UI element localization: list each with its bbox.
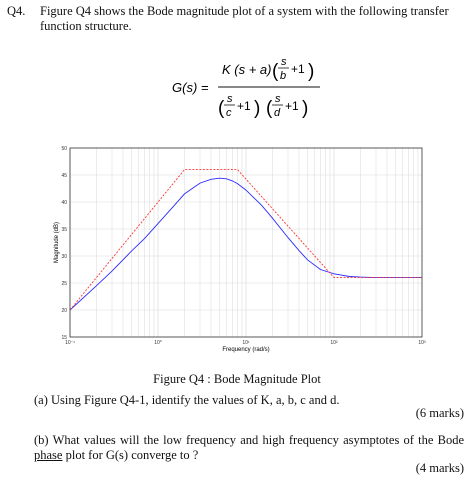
tf-lhs: G(s) =	[172, 80, 209, 95]
tf-den1-frac-bottom: c	[226, 107, 232, 119]
tf-num-frac-top: s	[281, 56, 287, 68]
tf-den2-paren-close: )	[302, 98, 309, 119]
x-tick-label: 10³	[418, 340, 426, 346]
chart-grid	[70, 148, 422, 337]
y-tick-label: 35	[61, 227, 67, 233]
tf-paren-open: (	[272, 61, 279, 82]
part-a-marks: (6 marks)	[415, 406, 464, 420]
part-b-label: (b)	[34, 433, 49, 447]
x-axis-label: Frequency (rad/s)	[222, 347, 270, 353]
tf-den1-frac-top: s	[227, 93, 233, 105]
x-tick-label: 10²	[330, 340, 338, 346]
x-tick-label: 10⁻¹	[65, 340, 75, 346]
tf-num-frac-bottom: b	[280, 70, 287, 82]
tf-numerator-prefix: K (s + a)	[222, 62, 272, 77]
y-tick-label: 25	[61, 281, 67, 287]
x-tick-label: 10⁰	[154, 340, 162, 346]
tf-den2-frac-top: s	[275, 93, 281, 105]
tf-num-plus-one: +1	[291, 62, 305, 76]
question-text: Figure Q4 shows the Bode magnitude plot of a system with the following transfer function structure.	[40, 4, 449, 33]
y-tick-label: 15	[61, 335, 67, 341]
y-tick-label: 30	[61, 254, 67, 260]
figure-caption: Figure Q4 : Bode Magnitude Plot	[153, 372, 321, 386]
part-b-marks: (4 marks)	[415, 461, 464, 475]
bode-magnitude-chart	[50, 142, 430, 360]
part-b	[34, 433, 464, 463]
part-a-text: Using Figure Q4-1, identify the values of K, a, b, c and d.	[51, 393, 340, 407]
part-b-text-after: plot for G(s) converge to ?	[65, 448, 199, 462]
tf-den1-paren-open: (	[218, 98, 225, 119]
y-tick-label: 20	[61, 308, 67, 314]
y-axis-label: Magnitude (dB)	[54, 221, 60, 264]
y-tick-label: 40	[61, 200, 67, 206]
transfer-function	[170, 52, 340, 124]
tf-den2-paren-open: (	[266, 98, 273, 119]
part-a	[34, 393, 464, 408]
part-b-underlined: phase	[34, 448, 63, 462]
y-tick-label: 50	[61, 146, 67, 152]
x-tick-label: 10¹	[242, 340, 250, 346]
tf-paren-close: )	[308, 61, 315, 82]
tf-den2-plus-one: +1	[285, 99, 299, 113]
tf-den1-plus-one: +1	[237, 99, 251, 113]
part-a-label: (a)	[34, 393, 48, 407]
tf-den2-frac-bottom: d	[274, 107, 281, 119]
y-tick-label: 45	[61, 173, 67, 179]
part-b-text-before: What values will the low frequency and high frequency asymptotes of the Bode	[52, 433, 464, 447]
question-number: Q4.	[7, 4, 26, 18]
tf-den1-paren-close: )	[254, 98, 261, 119]
